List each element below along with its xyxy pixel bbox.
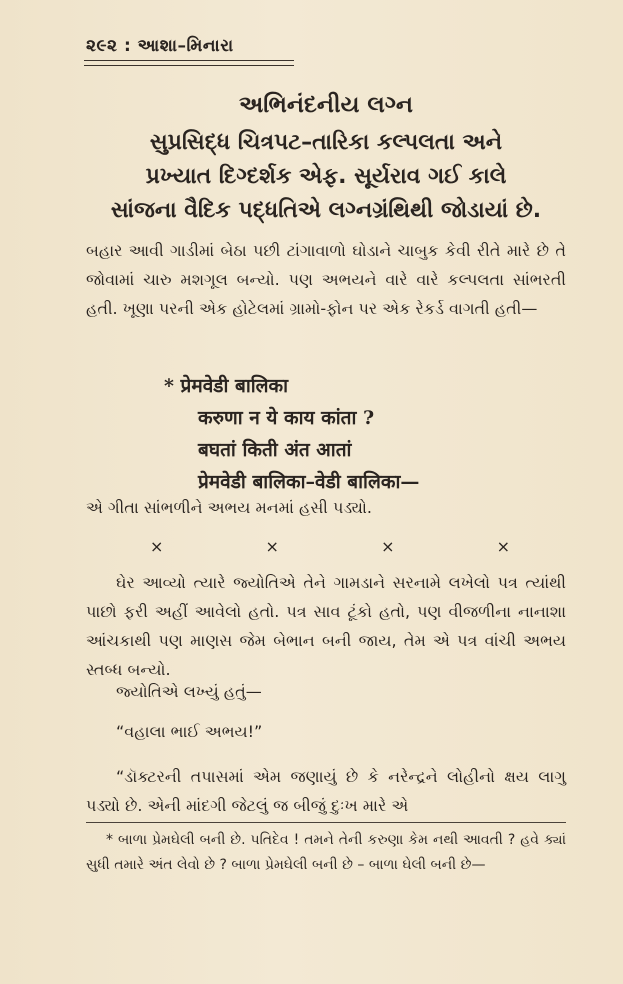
body-paragraph: ઘેર આવ્યો ત્યારે જ્યોતિએ તેને ગામડાને સરનામે લખેલો પત્ર ત્યાંથી પાછો ફરી અહીં આવેલો હતો. પત્ર સાવ ટૂંકો હતો, પણ વીજળીના નાનાશા આંચકાથી પણ માણસ જેમ બેભાન બની જાય, તેમ એ પત્ર વાંચી અભય સ્તબ્ધ બન્યો. [86,573,566,679]
section-separator [150,537,510,556]
letter-body: “ડૉક્ટરની તપાસમાં એમ જણાયું છે કે નરેન્દ્રને લોહીનો ક્ષય લાગુ પડ્યો છે. એની માંદગી જેટલું જ બીજું દુઃખ મારે એ [86,767,566,815]
news-headline-line: પ્રખ્યાત દિગ્દર્શક એફ. સૂર્યરાવ ગઈ કાલે [145,164,507,189]
separator-mark: × [496,537,510,556]
footnote: * બાળા પ્રેમઘેલી બની છે. પતિદેવ ! તમને તેની કરુણા કેમ નથી આવતી ? હવે ક્યાં સુધી તમારે અંત લેવો છે ? બાળા પ્રેમઘેલી બની છે – બાળા ઘેલી બની છે— [86,832,566,873]
news-headline-line: સુપ્રસિદ્ધ ચિત્રપટ–તારિકા કલ્પલતા અને [149,130,503,155]
news-headline-title: અભિનંદનીય લગ્ન [239,92,413,118]
body-line: એ ગીતા સાંભળીને અભય મનમાં હસી પડ્યો. [86,498,372,517]
song-line: करुणा न ये काय कांता ? [198,407,375,429]
news-headline-line: સાંજના વૈદિક પદ્ધતિએ લગ્નગ્રંથિથી જોડાયાં છે. [110,198,542,223]
song-line: बघतां किती अंत आतां [198,439,352,461]
letter-salutation: “વહાલા ભાઈ અભય!” [116,722,263,741]
body-paragraph: બહાર આવી ગાડીમાં બેઠા પછી ટાંગાવાળો ઘોડાને ચાબુક કેવી રીતે મારે છે તે જોવામાં ચારુ મશગૂલ બન્યો. પણ અભયને વારે વારે કલ્પલતા સાંભરતી હતી. ખૂણા પરની એક હોટેલમાં ગ્રામો-ફોન પર એક રેકર્ડ વાગતી હતી— [86,241,566,318]
separator-mark: × [265,537,279,556]
footnote-rule [86,822,566,823]
letter-intro: જ્યોતિએ લખ્યું હતું— [116,682,262,701]
running-head: ૨૯૨ : આશા–મિનારા [86,36,234,56]
separator-mark: × [381,537,395,556]
running-head-rule [84,60,294,66]
song-line: * प्रेमवेडी बालिका [164,375,289,397]
song-line: प्रेमवेडी बालिका–वेडी बालिका— [198,471,420,493]
separator-mark: × [150,537,164,556]
